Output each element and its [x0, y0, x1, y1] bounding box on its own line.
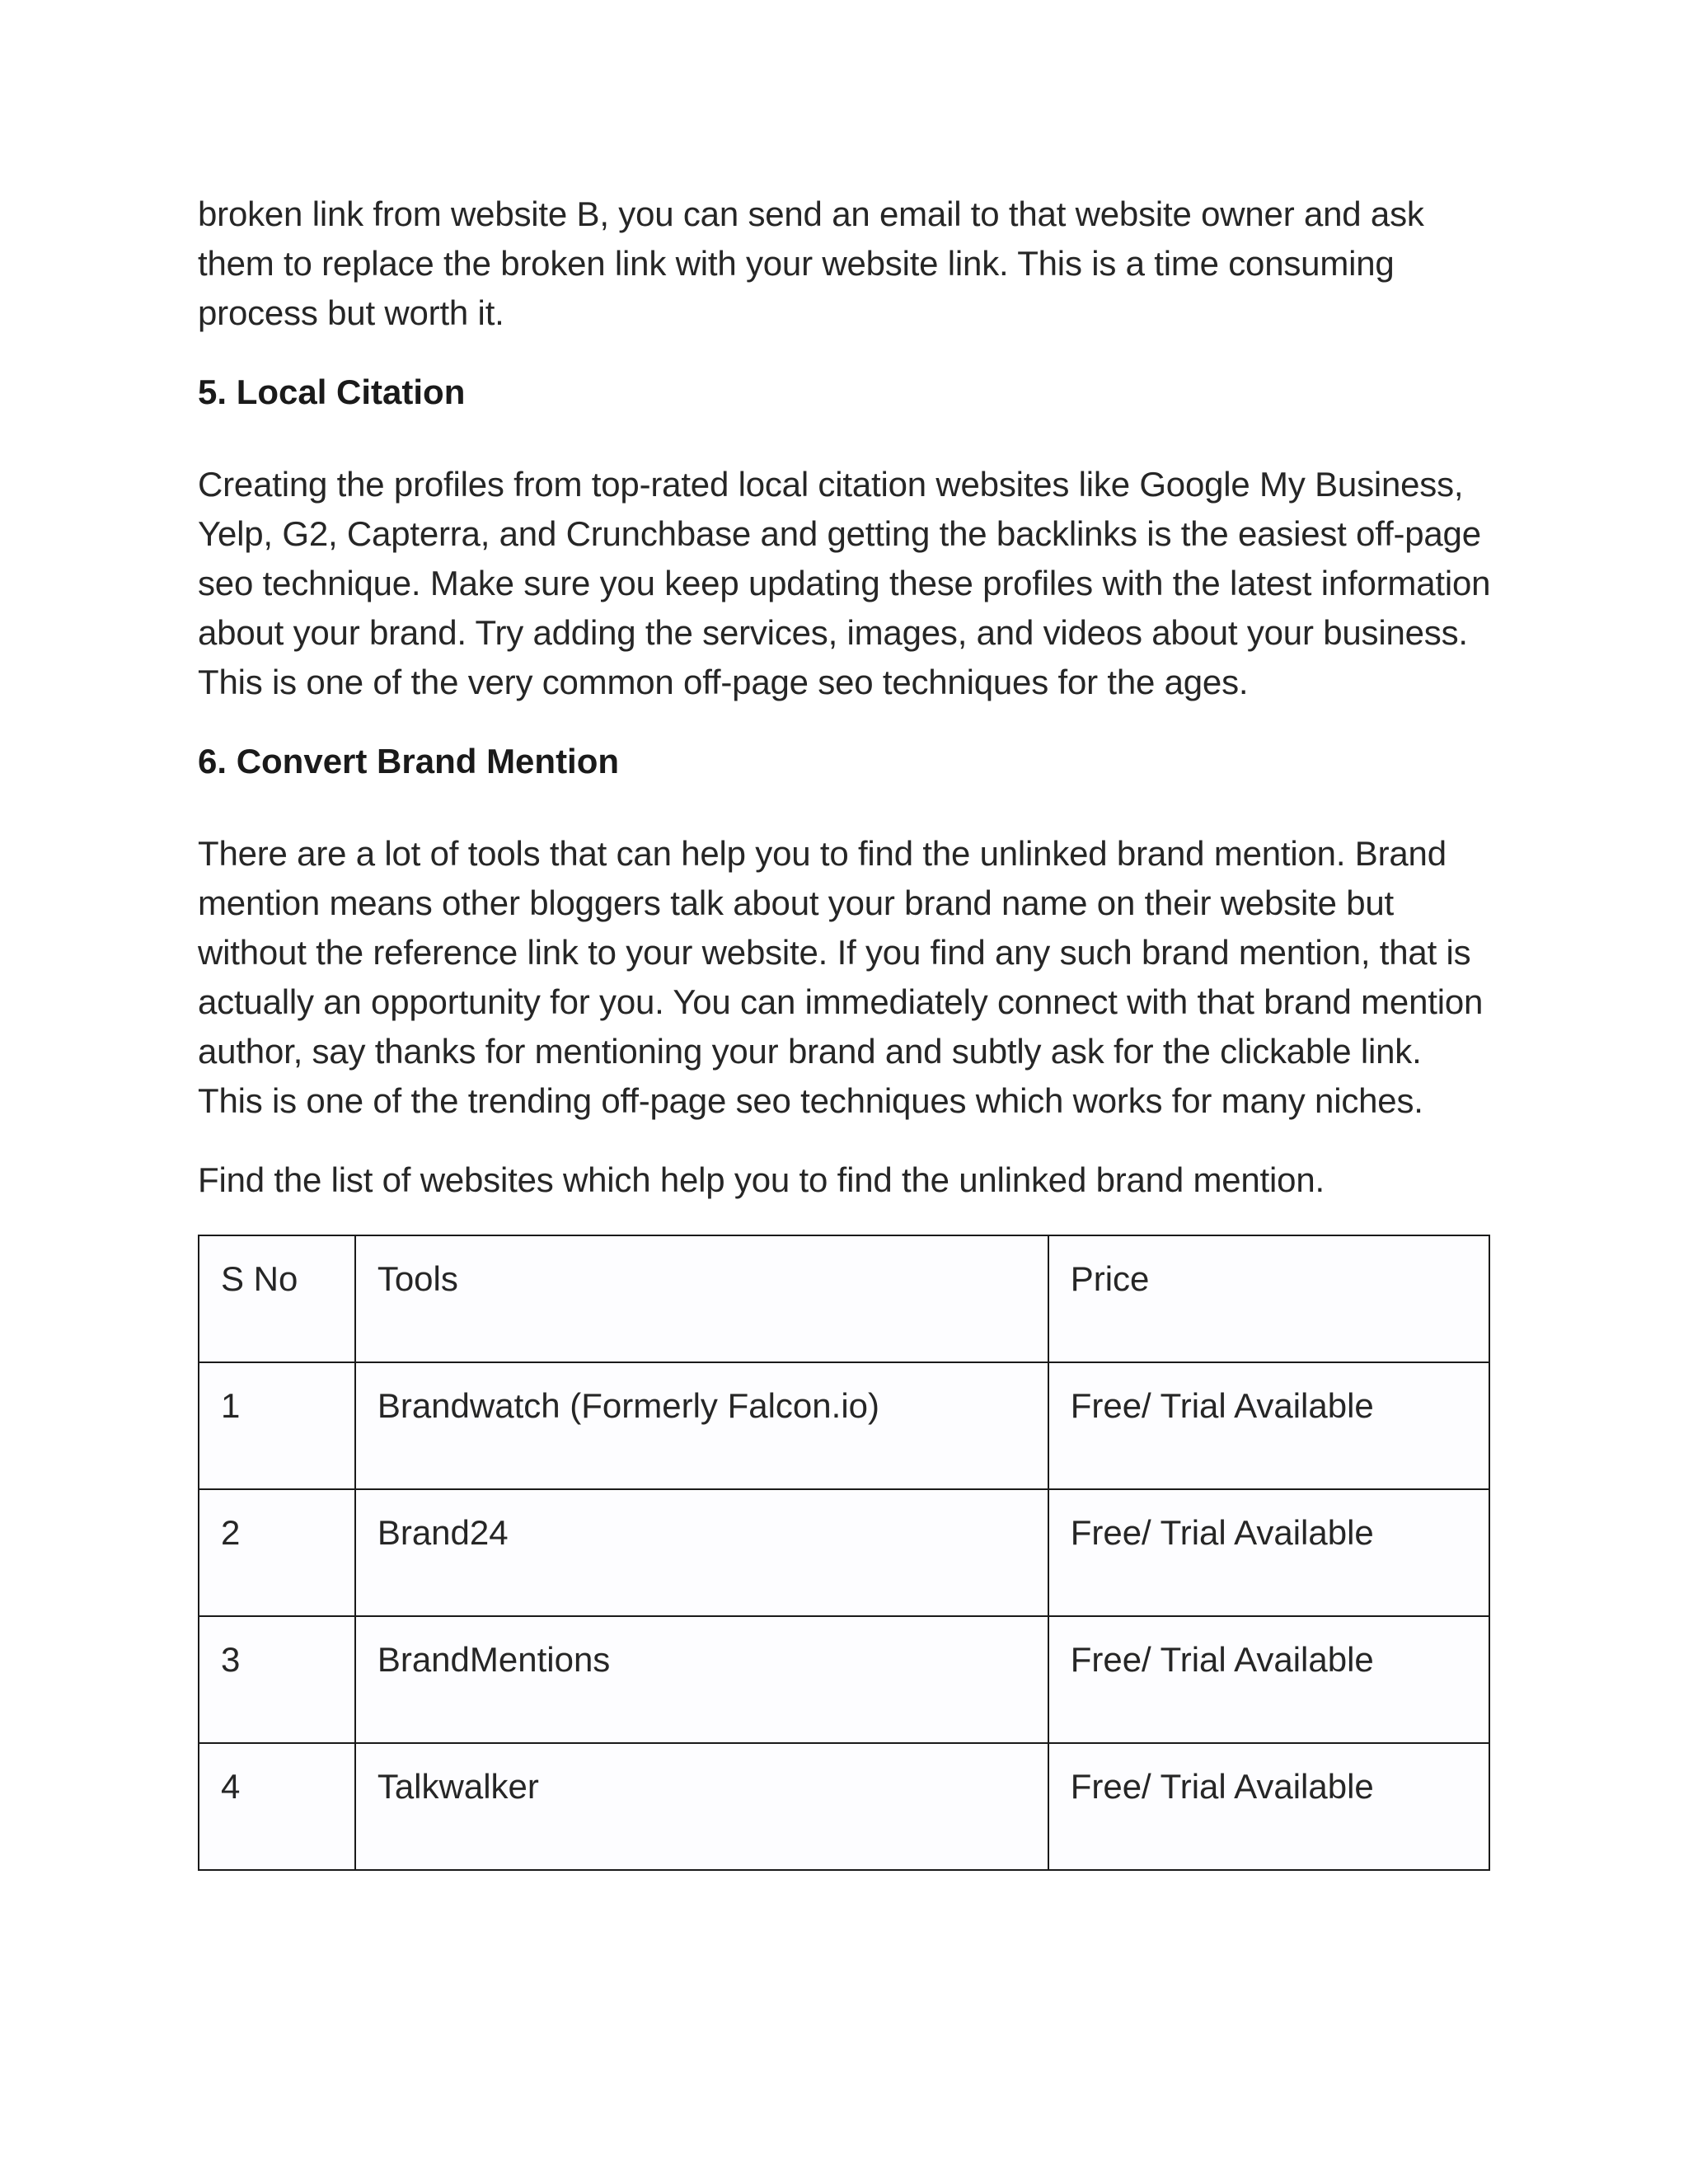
table-cell-tool: Brand24: [355, 1489, 1048, 1616]
header-cell-sno: S No: [199, 1235, 355, 1362]
table-cell-tool: BrandMentions: [355, 1616, 1048, 1743]
table-cell-sno: 1: [199, 1362, 355, 1489]
header-cell-price: Price: [1048, 1235, 1489, 1362]
header-cell-tools: Tools: [355, 1235, 1048, 1362]
brand-mention-paragraph: There are a lot of tools that can help you to find the unlinked brand mention. Brand mention means other bloggers talk about your brand name on their website but without the reference link to your website. If you find any such brand mention, that is actually an opportunity for you. You can immediately connect with that brand mention author, say thanks for mentioning your brand and subtly ask for the clickable link. This is one of the trending off-page seo techniques which works for many niches.: [198, 834, 1484, 1120]
section-heading-brand-mention: 6. Convert Brand Mention: [198, 742, 620, 780]
table-cell-sno: 2: [199, 1489, 355, 1616]
table-cell-sno: 3: [199, 1616, 355, 1743]
table-row: [199, 1362, 1489, 1489]
table-cell-price: Free/ Trial Available: [1048, 1743, 1489, 1870]
table-cell-price: Free/ Trial Available: [1048, 1362, 1489, 1489]
table-row: [199, 1616, 1489, 1743]
table-header-row: [199, 1235, 1489, 1362]
table-cell-price: Free/ Trial Available: [1048, 1616, 1489, 1743]
table-row: [199, 1743, 1489, 1870]
table-cell-tool: Talkwalker: [355, 1743, 1048, 1870]
local-citation-paragraph: Creating the profiles from top-rated local citation websites like Google My Business, Yelp, G2, Capterra, and Crunchbase and getting the backlinks is the easiest off-page seo technique. Make sure you keep updating these profiles with the latest information about your brand. Try adding the services, images, and videos about your business. This is one of the very common off-page seo techniques for the ages.: [198, 465, 1491, 701]
brand-mention-tools-table: [198, 1235, 1490, 1871]
table-row: [199, 1489, 1489, 1616]
table-cell-sno: 4: [199, 1743, 355, 1870]
list-intro-paragraph: Find the list of websites which help you to find the unlinked brand mention.: [198, 1160, 1325, 1199]
section-heading-local-citation: 5. Local Citation: [198, 373, 466, 411]
table-cell-tool: Brandwatch (Formerly Falcon.io): [355, 1362, 1048, 1489]
table-cell-price: Free/ Trial Available: [1048, 1489, 1489, 1616]
intro-paragraph: broken link from website B, you can send an email to that website owner and ask them to replace the broken link with your website link. This is a time consuming process but worth it.: [198, 194, 1424, 332]
document-page: [198, 190, 1492, 1871]
